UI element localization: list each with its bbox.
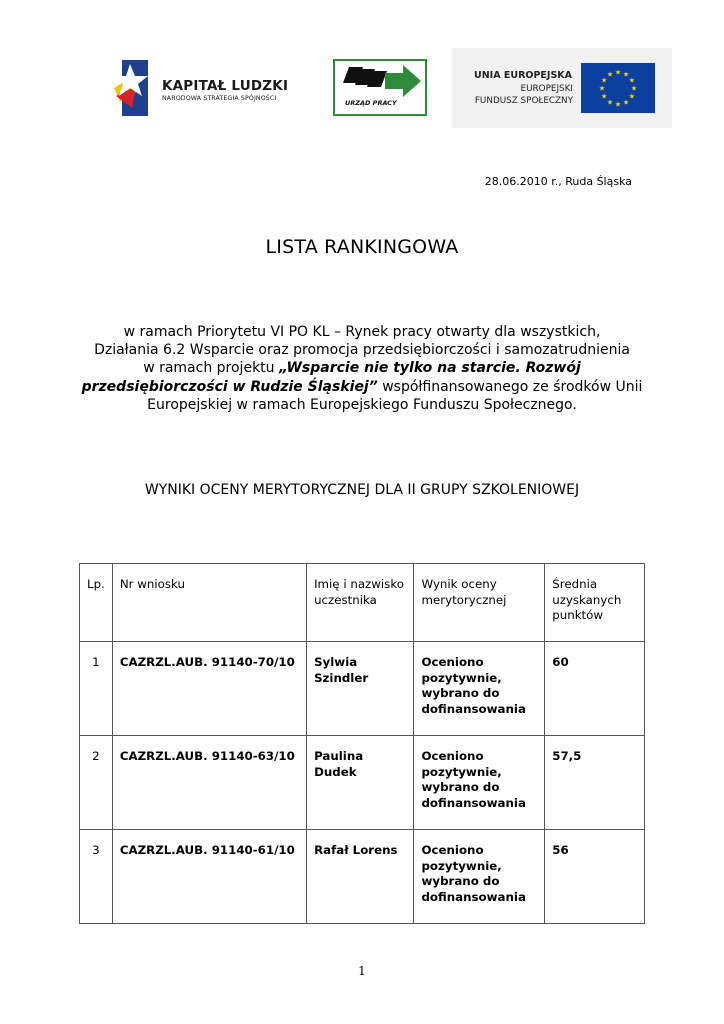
project-name-part-2: przedsiębiorczości w Rudzie Śląskiej” <box>81 378 378 395</box>
intro-line-4: współfinansowanego ze środków Unii <box>377 378 643 395</box>
urzad-pracy-logo <box>333 59 427 116</box>
cell-lp: 1 <box>80 642 113 736</box>
eu-star-icon: ★ <box>606 70 614 79</box>
eu-star-icon: ★ <box>622 98 630 107</box>
intro-paragraph <box>60 323 664 414</box>
intro-line-5: Europejskiej w ramach Europejskiego Funduszu Społecznego. <box>147 396 577 413</box>
kapital-ludzki-logo <box>114 58 294 118</box>
cell-result: Oceniono pozytywnie, wybrano do dofinansowania <box>414 736 545 830</box>
cell-nr-wniosku: CAZRZL.AUB. 91140-70/10 <box>112 642 306 736</box>
table-row <box>80 736 645 830</box>
cell-result: Oceniono pozytywnie, wybrano do dofinansowania <box>414 830 545 924</box>
eu-star-icon: ★ <box>614 100 622 109</box>
urzad-pracy-text: URZĄD PRACY <box>345 99 397 107</box>
eu-star-icon: ★ <box>598 84 606 93</box>
eu-flag-icon <box>581 63 655 113</box>
ranking-table <box>79 563 645 924</box>
eu-line-3: FUNDUSZ SPOŁECZNY <box>474 96 573 106</box>
eu-star-icon: ★ <box>630 84 638 93</box>
eu-star-icon: ★ <box>606 98 614 107</box>
eu-line-1: UNIA EUROPEJSKA <box>474 70 572 81</box>
eu-star-icon: ★ <box>614 68 622 77</box>
intro-line-2: Działania 6.2 Wsparcie oraz promocja przedsiębiorczości i samozatrudnienia <box>94 342 630 359</box>
cell-nr-wniosku: CAZRZL.AUB. 91140-63/10 <box>112 736 306 830</box>
page-number: 1 <box>358 964 366 978</box>
header-wynik-oceny: Wynik oceny merytorycznej <box>414 564 545 642</box>
results-title: WYNIKI OCENY MERYTORYCZNEJ DLA II GRUPY SZKOLENIOWEJ <box>144 482 580 498</box>
cell-score: 60 <box>545 642 645 736</box>
date-place: 28.06.2010 r., Ruda Śląska <box>484 175 632 188</box>
cell-name: Paulina Dudek <box>307 736 414 830</box>
cell-result: Oceniono pozytywnie, wybrano do dofinansowania <box>414 642 545 736</box>
cell-nr-wniosku: CAZRZL.AUB. 91140-61/10 <box>112 830 306 924</box>
kapital-ludzki-title: KAPITAŁ LUDZKI <box>162 78 289 94</box>
cell-score: 57,5 <box>545 736 645 830</box>
intro-line-3: w ramach projektu <box>143 360 279 377</box>
eu-line-2: EUROPEJSKI <box>520 84 573 94</box>
eu-star-icon: ★ <box>628 76 635 85</box>
table-header-row <box>80 564 645 642</box>
header-srednia: Średnia uzyskanych punktów <box>545 564 645 642</box>
eu-star-icon: ★ <box>601 92 608 101</box>
cell-lp: 2 <box>80 736 113 830</box>
project-name-part-1: „Wsparcie nie tylko na starcie. Rozwój <box>278 360 581 377</box>
eu-efs-logo <box>452 48 672 128</box>
cell-score: 56 <box>545 830 645 924</box>
cell-lp: 3 <box>80 830 113 924</box>
table-row <box>80 642 645 736</box>
kapital-ludzki-subtitle: NARODOWA STRATEGIA SPÓJNOŚCI <box>162 95 277 102</box>
eu-star-icon: ★ <box>628 92 635 101</box>
header-nr-wniosku: Nr wniosku <box>112 564 306 642</box>
cell-name: Sylwia Szindler <box>307 642 414 736</box>
eu-star-icon: ★ <box>601 76 608 85</box>
cell-name: Rafał Lorens <box>307 830 414 924</box>
intro-line-1: w ramach Priorytetu VI PO KL – Rynek pracy otwarty dla wszystkich, <box>123 324 601 340</box>
kapital-ludzki-icon <box>114 58 160 118</box>
header-lp: Lp. <box>80 564 113 642</box>
document-title: LISTA RANKINGOWA <box>265 236 459 258</box>
table-row <box>80 830 645 924</box>
eu-star-icon: ★ <box>622 70 630 79</box>
header-imie-nazwisko: Imię i nazwisko uczestnika <box>307 564 414 642</box>
